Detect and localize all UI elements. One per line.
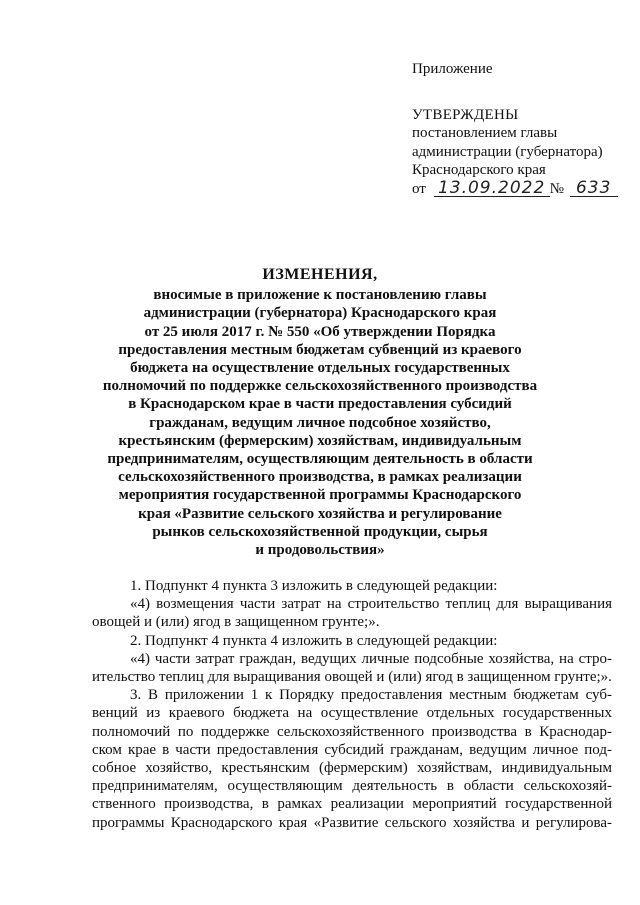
title-line: и продовольствия»: [255, 542, 385, 559]
paragraph: «4) части затрат граждан, ведущих личные подсобные хозяйства, на стро-ительство теплиц для выращивания овощей и (или) ягод в защищенном грунте;».: [92, 650, 612, 686]
paragraph: 1. Подпункт 4 пункта 3 изложить в следующей редакции:: [130, 578, 498, 594]
title-line: края «Развитие сельского хозяйства и регулирование: [138, 505, 502, 522]
title-line: гражданам, ведущим личное подсобное хозяйство,: [149, 414, 491, 431]
document-body: [92, 577, 612, 832]
approval-date-line: [412, 177, 630, 199]
approval-line: Краснодарского края: [412, 162, 546, 178]
title-line: предпринимателям, осуществляющим деятельность в области: [107, 451, 533, 468]
paragraph: 3. В приложении 1 к Порядку предоставления местным бюджетам суб-венций из краевого бюджета на осуществление отдельных государственных полномочий по поддержке сельскохозяйственного производства в Краснодар-ском крае в части предоставления субсидий гражданам, ведущим личное под-собное хозяйство, крестьянским (фермерским) хозяйствам, индивидуальным предпринимателям, осуществляющим деятельность в области сельскохозяй-ственного производства, в рамках реализации мероприятий государственной программы Краснодарского края «Развитие сельского хозяйства и регулирова-: [92, 687, 612, 831]
approval-block: [400, 60, 630, 198]
paragraph: 2. Подпункт 4 пункта 4 изложить в следующей редакции:: [130, 632, 498, 649]
title-line: полномочий по поддержке сельскохозяйственного производства: [102, 378, 538, 395]
title-line: администрации (губернатора) Краснодарского края: [143, 305, 497, 322]
appendix-label: Приложение: [412, 61, 493, 77]
title-line: сельскохозяйственного производства, в рамках реализации: [118, 469, 522, 486]
title-line: мероприятия государственной программы Краснодарского: [118, 487, 522, 504]
paragraph: «4) возмещения части затрат на строительство теплиц для выращивания овощей и (или) ягод в защищенном грунте;».: [92, 596, 612, 631]
handwritten-number: 633: [570, 180, 618, 197]
title-line: бюджета на осуществление отдельных государственных: [130, 360, 510, 377]
number-sign: №: [549, 180, 564, 197]
title-line: вносимые в приложение к постановлению главы: [153, 287, 487, 304]
title-line: крестьянским (фермерским) хозяйствам, индивидуальным: [118, 432, 522, 449]
approval-line: постановлением главы: [412, 125, 558, 141]
title-heading: ИЗМЕНЕНИЯ,: [262, 266, 378, 283]
title-line: от 25 июля 2017 г. № 550 «Об утверждении Порядка: [144, 323, 496, 340]
approval-line: администрации (губернатора): [412, 143, 603, 160]
approved-label: УТВЕРЖДЕНЫ: [412, 106, 519, 123]
title-line: в Краснодарском крае в части предоставления субсидий: [128, 396, 512, 413]
document-title: [100, 266, 540, 559]
title-line: рынков сельскохозяйственной продукции, сырья: [152, 523, 488, 540]
title-line: предоставления местным бюджетам субвенций из краевого: [118, 341, 522, 358]
date-prefix: от: [412, 180, 426, 197]
handwritten-date: 13.09.2022: [434, 180, 550, 197]
